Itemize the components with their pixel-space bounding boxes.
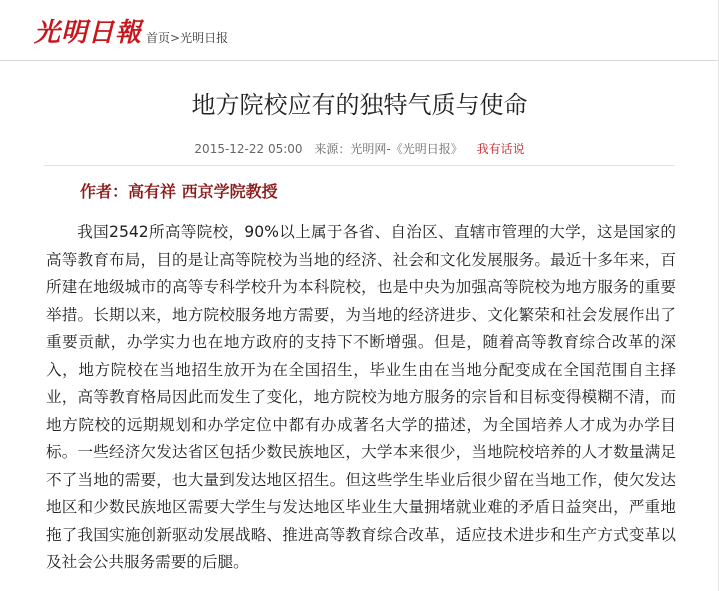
comment-link[interactable]: 我有话说 xyxy=(476,142,525,156)
breadcrumb-section-link[interactable]: 光明日报 xyxy=(180,31,229,45)
meta-divider xyxy=(44,165,675,166)
article-author: 作者：高有祥 西京学院教授 xyxy=(80,182,278,201)
article-paragraph xyxy=(46,219,676,577)
publish-date: 2015-12-22 05:00 xyxy=(194,142,303,156)
breadcrumb xyxy=(146,30,228,46)
site-header xyxy=(0,0,719,60)
header-divider xyxy=(0,60,719,61)
breadcrumb-home-link[interactable]: 首页 xyxy=(146,31,171,45)
article-title: 地方院校应有的独特气质与使命 xyxy=(191,91,528,119)
article-paragraph-text: 我国2542所高等院校，90%以上属于各省、自治区、直辖市管理的大学，这是国家的高等教育布局，目的是让高等院校为当地的经济、社会和文化发展服务。最近十多年来，百所建在地级城市的高等专科学校升为本科院校，也是中央为加强高等院校为地方服务的重要举措。长期以来，地方院校服务地方需要，为当地的经济进步、文化繁荣和社会发展作出了重要贡献，办学实力也在地方政府的支持下不断增强。但是，随着高等教育综合改革的深入，地方院校在当地招生放开为在全国招生，毕业生由在当地分配变成在全国范围自主择业，高等教育格局因此而发生了变化，地方院校为地方服务的宗旨和目标变得模糊不清，而地方院校的远期规划和办学定位中都有办成著名大学的描述，为全国培养人才成为办学目标。一些经济欠发达省区包括少数民族地区，大学本来很少，当地院校培养的人才数量满足不了当地的需要，也大量到发达地区招生。但这些学生毕业后很少留在当地工作，使欠发达地区和少数民族地区需要大学生与发达地区毕业生大量拥堵就业难的矛盾日益突出，严重地拖了我国实施创新驱动发展战略、推进高等教育综合改革，适应技术进步和生产方式变革以及社会公共服务需要的后腿。 xyxy=(46,223,676,571)
article-meta xyxy=(0,140,719,158)
article-source: 来源：光明网-《光明日报》 xyxy=(314,142,463,156)
site-logo[interactable]: 光明日報 xyxy=(34,18,143,48)
breadcrumb-separator: > xyxy=(170,31,181,45)
